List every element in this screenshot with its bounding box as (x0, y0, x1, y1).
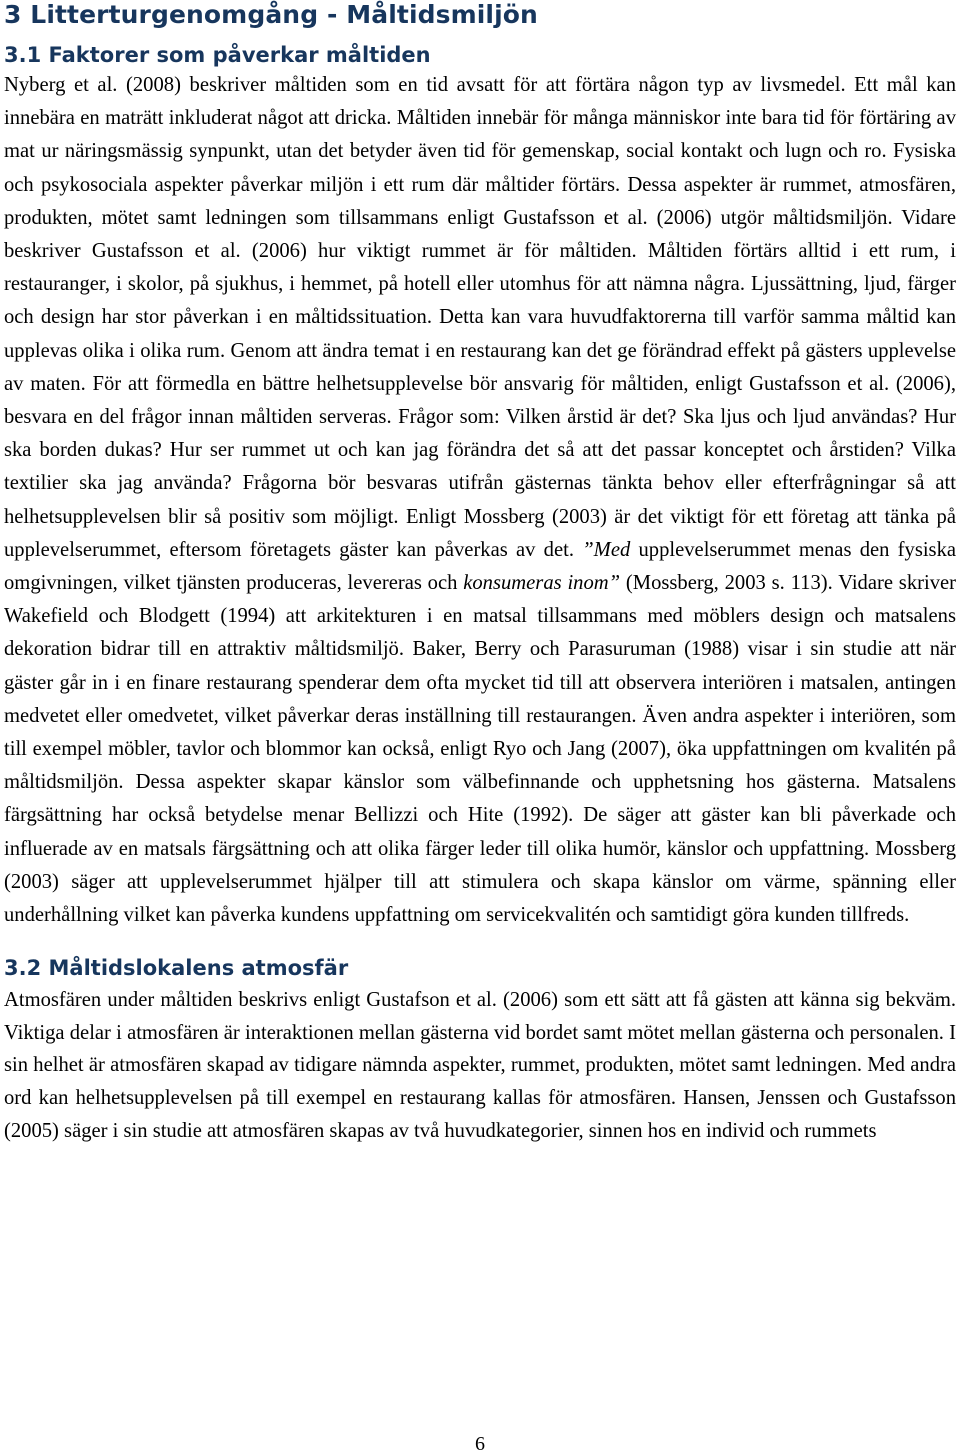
paragraph-quote-end: konsumeras inom” (463, 572, 621, 595)
paragraph-text: upplevelserummet menas den fysiska omgivningen, vilket tjänsten produceras, levereras och (4, 538, 957, 595)
section-3-2-paragraph: Atmosfären under måltiden beskrivs enligt Gustafson et al. (2006) som ett sätt att få gästen att känna sig bekväm. Viktiga delar i atmosfären är interaktionen mellan gästerna vid bordet samt mötet mellan gästerna och personalen. I sin helhet är atmosfären skapad av tidigare nämnda aspekter, rummet, produkten, mötet samt ledningen. Med andra ord kan helhetsupplevelsen på till exempel en restaurang kallas för atmosfären. Hansen, Jenssen och Gustafsson (2005) säger i sin studie att atmosfären skapas av två huvudkategorier, sinnen hos en individ och rummets (4, 989, 956, 1142)
chapter-heading: 3 Litterturgenomgång - Måltidsmiljön (4, 0, 538, 29)
section-heading-3-2: 3.2 Måltidslokalens atmosfär (4, 956, 349, 981)
paragraph-quote-start: ”Med (582, 538, 631, 561)
section-3-1-paragraph (4, 69, 956, 932)
page-number: 6 (475, 1433, 485, 1455)
paragraph-text: Nyberg et al. (2008) beskriver måltiden som en tid avsatt för att förtära någon typ av livsmedel. Ett mål kan innebära en maträtt inkluderat något att dricka. Måltiden innebär för många människor inte bara tid för förtäring av mat ur näringsmässig synpunkt, utan det betyder även tid för gemenskap, social kontakt och lugn och ro. Fysiska och psykosociala aspekter påverkar miljön i ett rum där måltider förtärs. Dessa aspekter är rummet, atmosfären, produkten, mötet samt ledningen som tillsammans enligt Gustafsson et al. (2006) utgör måltidsmiljön. Vidare beskriver Gustafsson et al. (2006) hur viktigt rummet är för måltiden. Måltiden förtärs alltid i ett rum, i restauranger, i skolor, på sjukhus, i hemmet, på hotell eller utomhus för att nämna några. Ljussättning, ljud, färger och design har stor påverkan i en måltidssituation. Detta kan vara huvudfaktorerna till varför samma måltid kan upplevas olika i olika rum. Genom att ändra temat i en restaurang kan det ge förändrad effekt på gästers upplevelse av maten. För att förmedla en bättre helhetsupplevelse bör ansvarig för måltiden, enligt Gustafsson et al. (2006), besvara en del frågor innan måltiden serveras. Frågor som: Vilken årstid är det? Ska ljus och ljud användas? Hur ska borden dukas? Hur ser rummet ut och kan jag förändra det så att det passar konceptet och årstiden? Vilka textilier ska jag använda? Frågorna bör besvaras utifrån gästernas tänkta behov eller efterfrågningar så att helhetsupplevelsen blir så positiv som möjligt. Enligt Mossberg (2003) är det viktigt för ett företag att tänka på upplevelserummet, eftersom företagets gäster kan påverkas av det. (4, 74, 956, 561)
section-heading-3-1: 3.1 Faktorer som påverkar måltiden (4, 43, 431, 67)
paragraph-text: (Mossberg, 2003 s. 113). Vidare skriver Wakefield och Blodgett (1994) att arkitekturen i en matsal tillsammans med möblers design och matsalens dekoration bidrar till en attraktiv måltidsmiljö. Baker, Berry och Parasuruman (1988) visar i sin studie att när gäster går in i en finare restaurang spenderar dem ofta mycket tid till att observera interiören i matsalen, antingen medvetet eller omedvetet, vilket påverkar deras inställning till restaurangen. Även andra aspekter i interiören, som till exempel möbler, tavlor och blommor kan också, enligt Ryo och Jang (2007), öka uppfattningen om kvalitén på måltidsmiljön. Dessa aspekter skapar känslor som välbefinnande och upphetsning hos gästerna. Matsalens färgsättning har också betydelse menar Bellizzi och Hite (1992). De säger att gäster kan bli påverkade och influerade av en matsals färgsättning och att olika färger leder till olika humör, känslor och uppfattning. Mossberg (2003) säger att upplevelserummet hjälper till att stimulera och skapa känslor om värme, spänning eller underhållning vilket kan påverka kundens uppfattning om servicekvalitén och samtidigt göra kunden tillfreds. (4, 572, 956, 927)
